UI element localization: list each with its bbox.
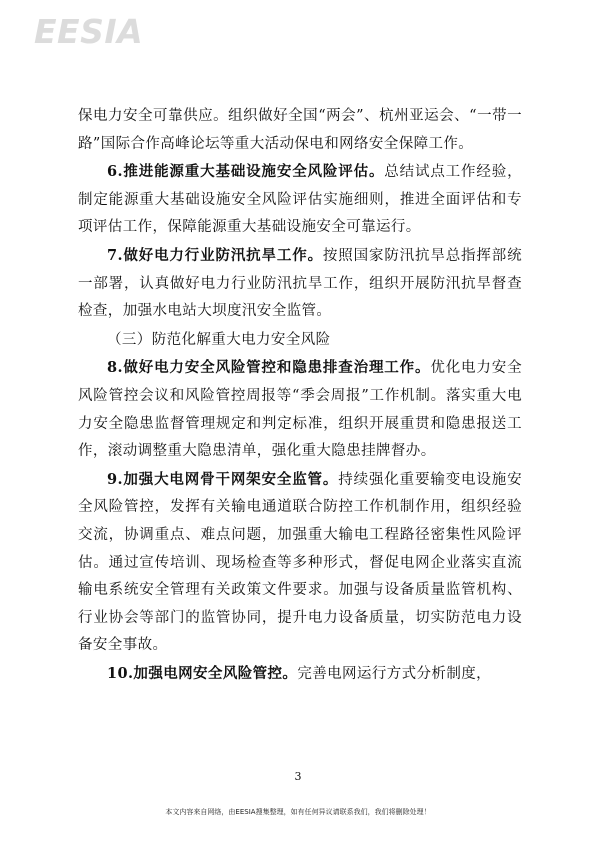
eesia-logo: EESIA bbox=[34, 12, 144, 51]
paragraph-lead: 9.加强大电网骨干网架安全监管。 bbox=[107, 470, 339, 488]
paragraph-text: 按照国家防汛抗旱总指挥部统一部署，认真做好电力行业防汛抗旱工作，组织开展防汛抗旱督查检查，加强水电站大坝度汛安全监管。 bbox=[78, 247, 523, 320]
paragraph-text: （三）防范化解重大电力安全风险 bbox=[107, 331, 331, 348]
footer-notice: 本文内容来自网络，由EESIA搜集整理，如有任何异议请联系我们，我们将删除处理！ bbox=[165, 808, 431, 816]
paragraph-item-9 bbox=[78, 466, 522, 660]
paragraph-continuation bbox=[78, 102, 522, 158]
section-heading bbox=[78, 326, 522, 355]
paragraph-text: 保电力安全可靠供应。组织做好全国“两会”、杭州亚运会、“一带一路”国际合作高峰论坛等重大活动保电和网络安全保障工作。 bbox=[78, 108, 522, 152]
page-number: 3 bbox=[294, 770, 302, 783]
paragraph-item-8 bbox=[78, 354, 522, 465]
paragraph-item-6 bbox=[78, 158, 522, 242]
paragraph-text: 持续强化重要输变电设施安全风险管控，发挥有关输电通道联合防控工作机制作用，组织经验交流，协调重点、难点问题，加强重大输电工程路径密集性风险评估。通过宣传培训、现场检查等多种形式，督促电网企业落实直流输电系统安全管理有关政策文件要求。加强与设备质量监管机构、行业协会等部门的监管协同，提升电力设备质量，切实防范电力设备安全事故。 bbox=[78, 471, 522, 654]
paragraph-lead: 6.推进能源重大基础设施安全风险评估。 bbox=[107, 163, 385, 181]
paragraph-text: 优化电力安全风险管控会议和风险管控周报等“季会周报”工作机制。落实重大电力安全隐患监督管理规定和判定标准，组织开展重贯和隐患报送工作，滚动调整重大隐患清单，强化重大隐患挂牌督办。 bbox=[78, 360, 523, 460]
paragraph-item-7 bbox=[78, 242, 522, 326]
paragraph-lead: 10.加强电网安全风险管控。 bbox=[107, 664, 298, 682]
paragraph-text: 完善电网运行方式分析制度， bbox=[297, 665, 492, 682]
paragraph-lead: 8.做好电力安全风险管控和隐患排查治理工作。 bbox=[107, 359, 431, 377]
paragraph-text: 总结试点工作经验，制定能源重大基础设施安全风险评估实施细则，推进全面评估和专项评估工作，保障能源重大基础设施安全可靠运行。 bbox=[78, 164, 522, 236]
document-body bbox=[78, 102, 522, 688]
paragraph-item-10 bbox=[78, 660, 522, 689]
paragraph-lead: 7.做好电力行业防汛抗旱工作。 bbox=[107, 246, 323, 264]
